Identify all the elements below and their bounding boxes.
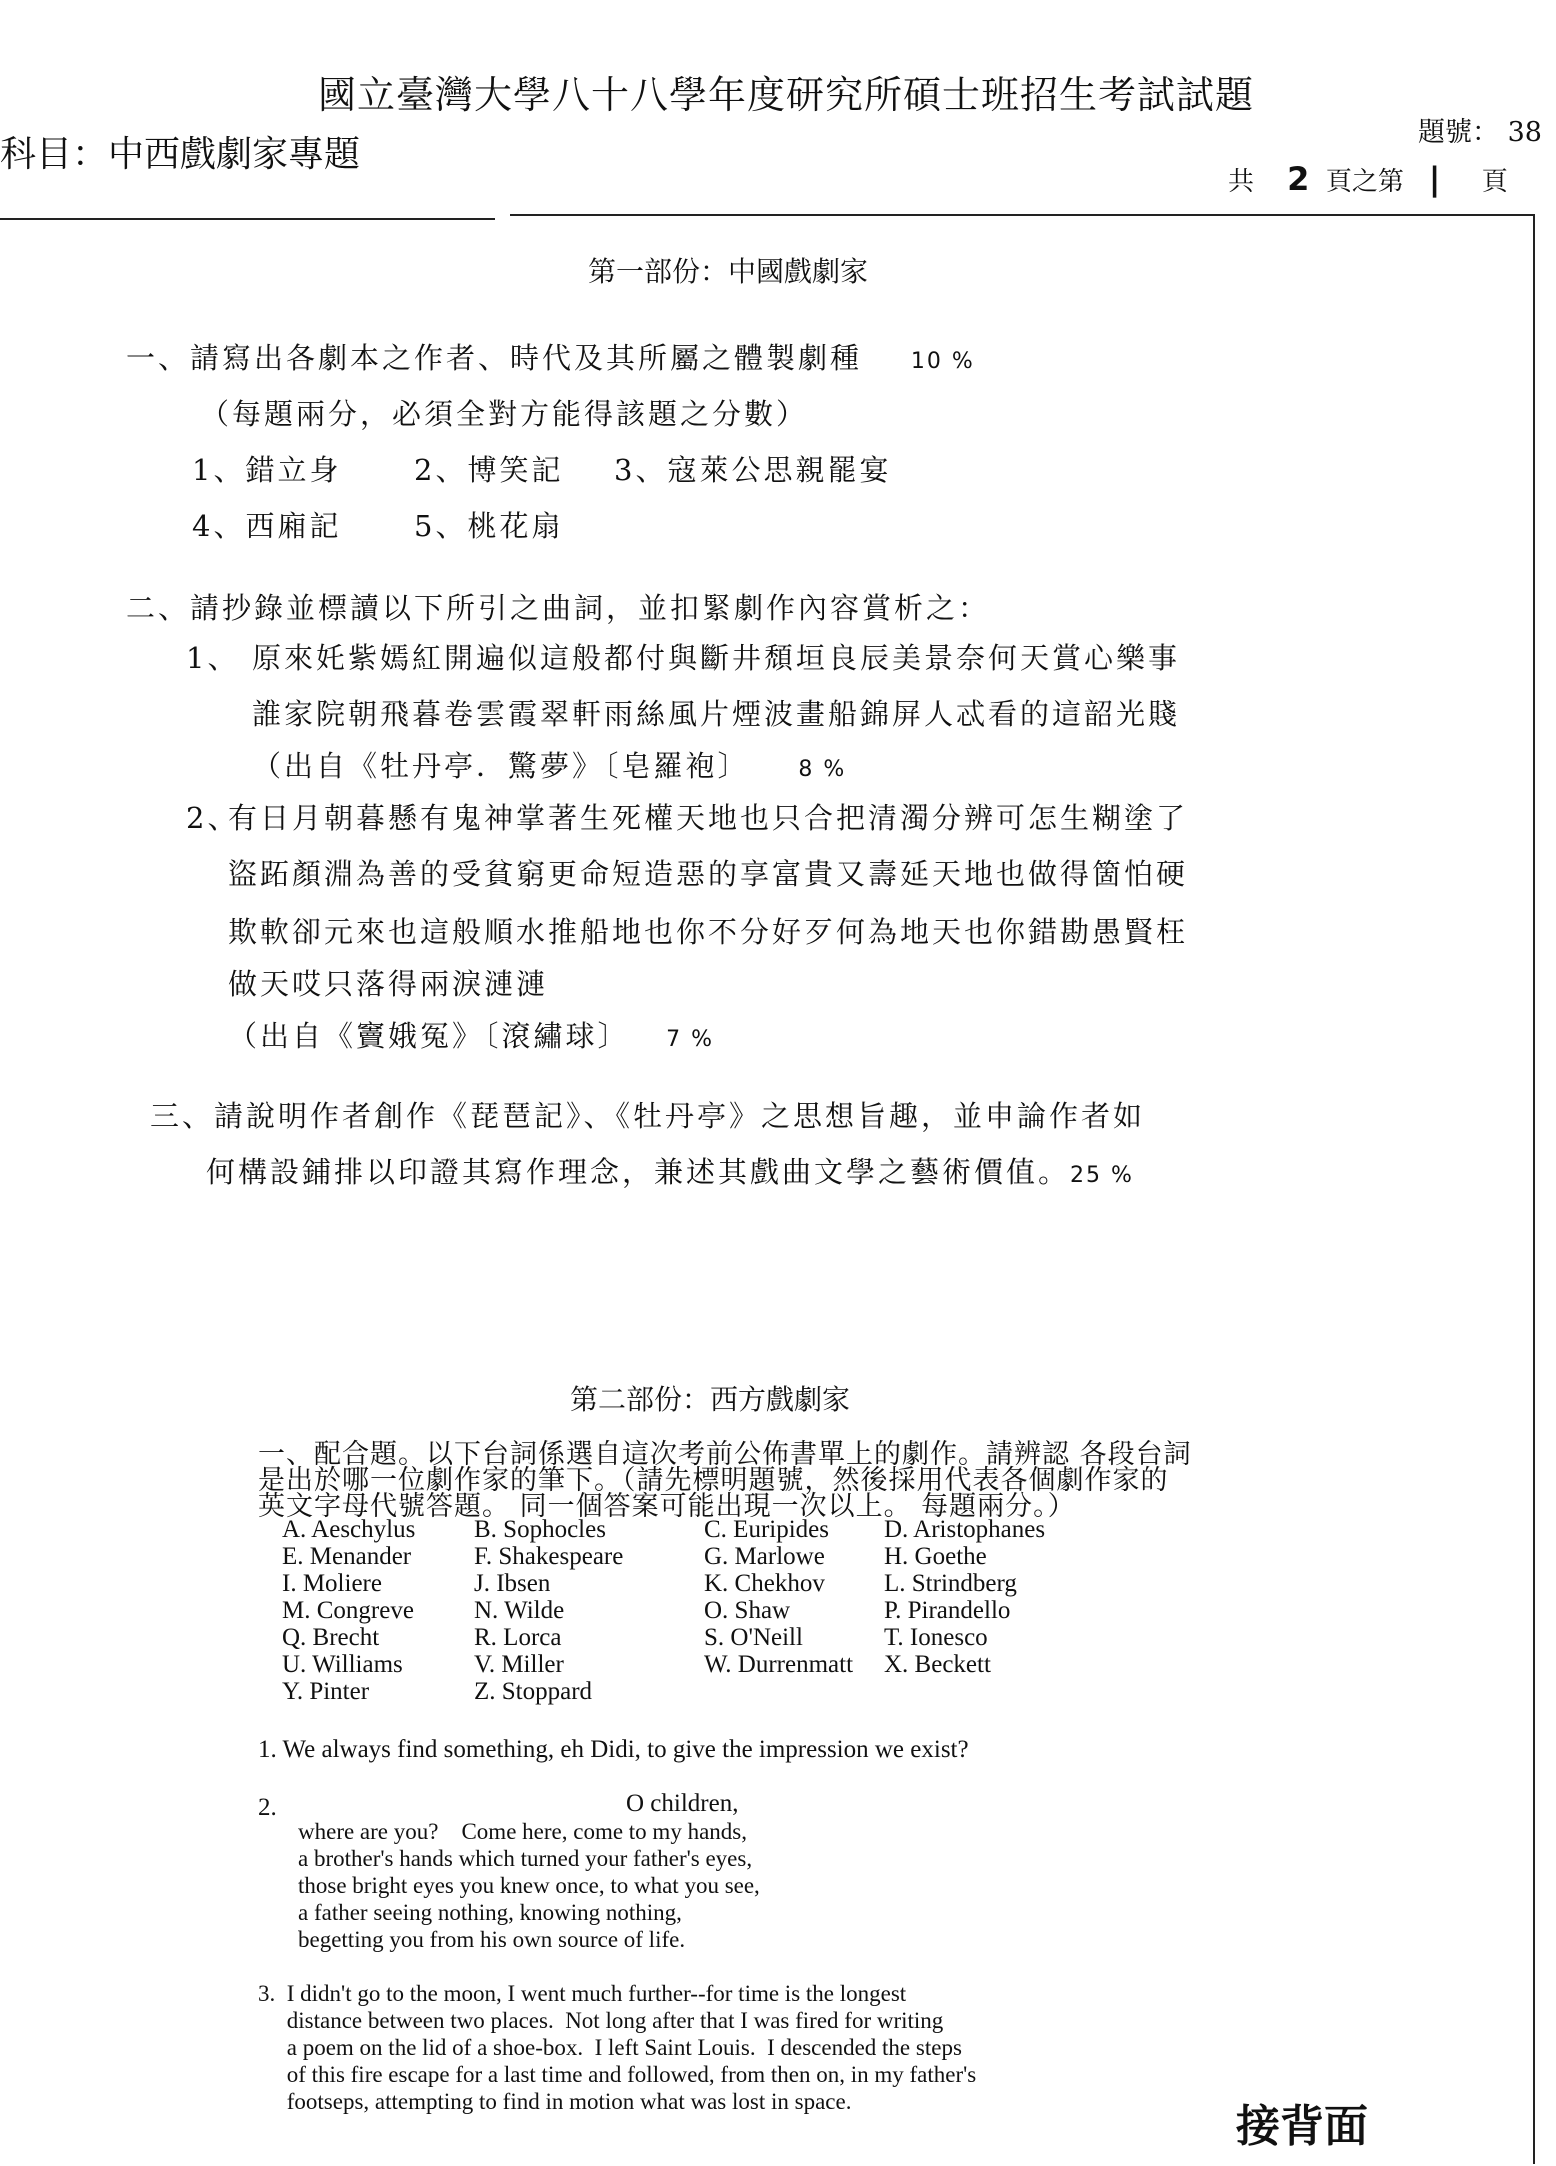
q1-item-2: 2、博笑記 — [414, 453, 564, 487]
q3-line2-text: 何構設鋪排以印證其寫作理念，兼述其戲曲文學之藝術價值。 — [206, 1155, 1071, 1189]
playwright-option: O. Shaw — [704, 1597, 791, 1624]
exam-title: 國立臺灣大學八十八學年度研究所碩士班招生考試試題 — [318, 73, 1255, 117]
playwright-option: I. Moliere — [282, 1570, 382, 1597]
playwright-option: Z. Stoppard — [474, 1678, 593, 1705]
playwright-option: N. Wilde — [474, 1597, 565, 1624]
playwright-option: J. Ibsen — [474, 1570, 551, 1597]
q2-sub2-line2: 盜跖顏淵為善的受貧窮更命短造惡的享富貴又壽延天地也做得箇怕硬 — [228, 857, 1189, 891]
q2-sub2-source — [228, 1014, 714, 1055]
matching-intro-line2: 是出於哪一位劇作家的筆下。（請先標明題號，然後採用代表各個劇作家的 — [258, 1465, 1169, 1496]
playwright-option: A. Aeschylus — [282, 1516, 416, 1543]
q2-sub2-line3: 欺軟卻元來也這般順水推船地也你不分好歹何為地天也你錯勘愚賢枉 — [228, 915, 1189, 949]
q1-question — [126, 336, 975, 377]
playwright-option: P. Pirandello — [884, 1597, 1011, 1624]
q2-sub2-line1: 有日月朝暮懸有鬼神掌著生死權天地也只合把清濁分辨可怎生糊塗了 — [228, 801, 1189, 835]
header-rule-left — [0, 218, 495, 220]
q2-sub1-source — [252, 744, 846, 785]
continue-on-back-note: 接背面 — [1236, 2101, 1368, 2152]
playwright-option: W. Durrenmatt — [704, 1651, 854, 1678]
q3-line2 — [206, 1150, 1134, 1191]
playwright-option: V. Miller — [474, 1651, 564, 1678]
playwright-option: M. Congreve — [282, 1597, 414, 1624]
q2-sub1-line1: 原來奼紫嫣紅開遍似這般都付與斷井頹垣良辰美景奈何天賞心樂事 — [252, 641, 1181, 675]
playwright-option: F. Shakespeare — [474, 1543, 624, 1570]
q3-percent: 25 % — [1070, 1163, 1134, 1188]
matching-q2-number: 2. — [258, 1794, 277, 1821]
matching-q2-first-line: O children, — [626, 1790, 739, 1817]
q2-sub1-percent: 8 % — [798, 757, 847, 782]
pages-prefix: 共 — [1228, 167, 1255, 197]
matching-q1: 1. We always find something, eh Didi, to give the impression we exist? — [258, 1736, 969, 1763]
matching-intro-line3: 英文字母代號答題。 同一個答案可能出現一次以上。 每題兩分。） — [258, 1491, 1076, 1522]
q1-item-1: 1、錯立身 — [192, 453, 342, 487]
playwright-option: T. Ionesco — [884, 1624, 988, 1651]
q2-sub2-percent: 7 % — [666, 1027, 715, 1052]
playwright-option: Y. Pinter — [282, 1678, 370, 1705]
playwright-option: C. Euripides — [704, 1516, 829, 1543]
q1-note: （每題兩分，必須全對方能得該題之分數） — [200, 397, 809, 431]
q2-sub2-source-text: （出自《竇娥冤》〔滾繡球〕 — [228, 1019, 630, 1053]
playwright-option: D. Aristophanes — [884, 1516, 1046, 1543]
playwright-option: U. Williams — [282, 1651, 403, 1678]
matching-intro-line1: 一、配合題。以下台詞係選自這次考前公佈書單上的劇作。請辨認 各段台詞 — [258, 1439, 1192, 1470]
playwright-option: H. Goethe — [884, 1543, 987, 1570]
page-indicator — [1228, 160, 1508, 198]
q1-item-3: 3、寇萊公思親罷宴 — [614, 453, 892, 487]
q2-sub2-number: 2、 — [186, 801, 240, 835]
q2-question: 二、請抄錄並標讀以下所引之曲詞，並扣緊劇作內容賞析之： — [126, 591, 991, 625]
playwright-option: L. Strindberg — [884, 1570, 1017, 1597]
playwright-option: R. Lorca — [474, 1624, 562, 1651]
header-rule-right — [510, 214, 1535, 216]
playwright-option: S. O'Neill — [704, 1624, 803, 1651]
matching-q2-lines: where are you? Come here, come to my hands, a brother's hands which turned your father's eyes, those bright eyes you knew once, to what you see, a father seeing nothing, knowing nothing, begetting you from his own source of life. — [298, 1819, 760, 1952]
part1-title: 第一部份：中國戲劇家 — [588, 255, 869, 288]
q2-sub1-source-text: （出自《牡丹亭．驚夢》〔皂羅袍〕 — [252, 749, 750, 783]
q2-sub1-line2: 誰家院朝飛暮卷雲霞翠軒雨絲風片煙波畫船錦屏人忒看的這韶光賤 — [252, 697, 1181, 731]
q1-percent: 10 % — [910, 349, 975, 374]
matching-q3: 3. I didn't go to the moon, I went much further--for time is the longest distance between two places. Not long after that I was fired for writing a poem on the lid of a shoe-box. I left Saint Louis. I descended the steps of this fire escape for a last time and followed, from then on, in my father's footseps, attempting to find in motion what was lost in space. — [258, 1981, 977, 2114]
playwright-option: B. Sophocles — [474, 1516, 606, 1543]
pages-current: | — [1428, 160, 1441, 198]
q2-sub2-line4: 做天哎只落得兩淚漣漣 — [228, 967, 549, 1001]
playwright-option: K. Chekhov — [704, 1570, 825, 1597]
playwright-option: Q. Brecht — [282, 1624, 380, 1651]
playwright-option: E. Menander — [282, 1543, 412, 1570]
frame-right-border — [1533, 214, 1535, 2164]
pages-total: 2 — [1287, 160, 1310, 198]
q1-item-4: 4、西廂記 — [192, 509, 342, 543]
pages-suffix: 頁 — [1481, 167, 1508, 197]
playwright-option: G. Marlowe — [704, 1543, 825, 1570]
q3-line1: 三、請說明作者創作《琵琶記》、《牡丹亭》之思想旨趣，並申論作者如 — [150, 1099, 1146, 1133]
q2-sub1-number: 1、 — [186, 641, 240, 675]
part2-title: 第二部份：西方戲劇家 — [570, 1383, 851, 1416]
question-number: 題號： 38 — [1418, 117, 1542, 148]
pages-mid: 頁之第 — [1325, 167, 1404, 197]
playwright-option: X. Beckett — [884, 1651, 991, 1678]
subject-label: 科目：中西戲劇家專題 — [0, 134, 361, 175]
q1-text: 一、請寫出各劇本之作者、時代及其所屬之體製劇種 — [126, 341, 863, 375]
q1-item-5: 5、桃花扇 — [414, 509, 564, 543]
